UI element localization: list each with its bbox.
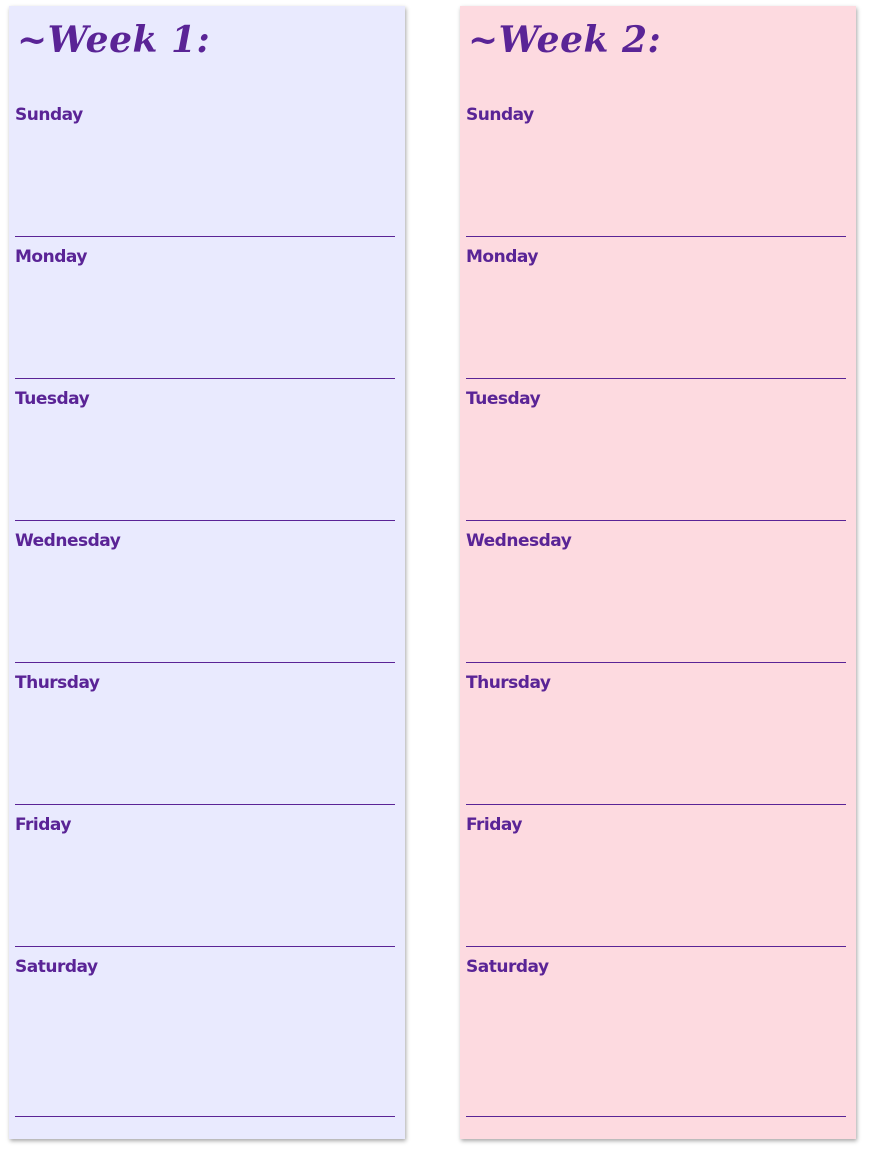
- week-1-day-sunday: Sunday: [15, 105, 83, 125]
- week-1-day-friday: Friday: [15, 815, 71, 835]
- week-2-monday-line: [466, 378, 846, 379]
- week-1-day-saturday: Saturday: [15, 957, 98, 977]
- week-2-day-friday: Friday: [466, 815, 522, 835]
- week-2-day-monday: Monday: [466, 247, 538, 267]
- week-2-saturday-line: [466, 1116, 846, 1117]
- week-1-tuesday-line: [15, 520, 395, 521]
- week-2-friday-line: [466, 946, 846, 947]
- week-2-wednesday-line: [466, 662, 846, 663]
- week-2-title: ~Week 2:: [468, 19, 662, 61]
- week-1-day-wednesday: Wednesday: [15, 531, 121, 551]
- week-1-day-tuesday: Tuesday: [15, 389, 90, 409]
- week-2-tuesday-line: [466, 520, 846, 521]
- week-1-saturday-line: [15, 1116, 395, 1117]
- week-2-day-saturday: Saturday: [466, 957, 549, 977]
- week-2-day-tuesday: Tuesday: [466, 389, 541, 409]
- week-1-friday-line: [15, 946, 395, 947]
- week-1-day-monday: Monday: [15, 247, 87, 267]
- week-1-monday-line: [15, 378, 395, 379]
- week-1-title: ~Week 1:: [17, 19, 211, 61]
- week-2-thursday-line: [466, 804, 846, 805]
- week-2-day-wednesday: Wednesday: [466, 531, 572, 551]
- week-2-day-thursday: Thursday: [466, 673, 551, 693]
- week-1-thursday-line: [15, 804, 395, 805]
- week-2-day-sunday: Sunday: [466, 105, 534, 125]
- week-2-card: [460, 6, 856, 1139]
- week-2-sunday-line: [466, 236, 846, 237]
- week-1-day-thursday: Thursday: [15, 673, 100, 693]
- week-1-card: [9, 6, 405, 1139]
- week-1-wednesday-line: [15, 662, 395, 663]
- week-1-sunday-line: [15, 236, 395, 237]
